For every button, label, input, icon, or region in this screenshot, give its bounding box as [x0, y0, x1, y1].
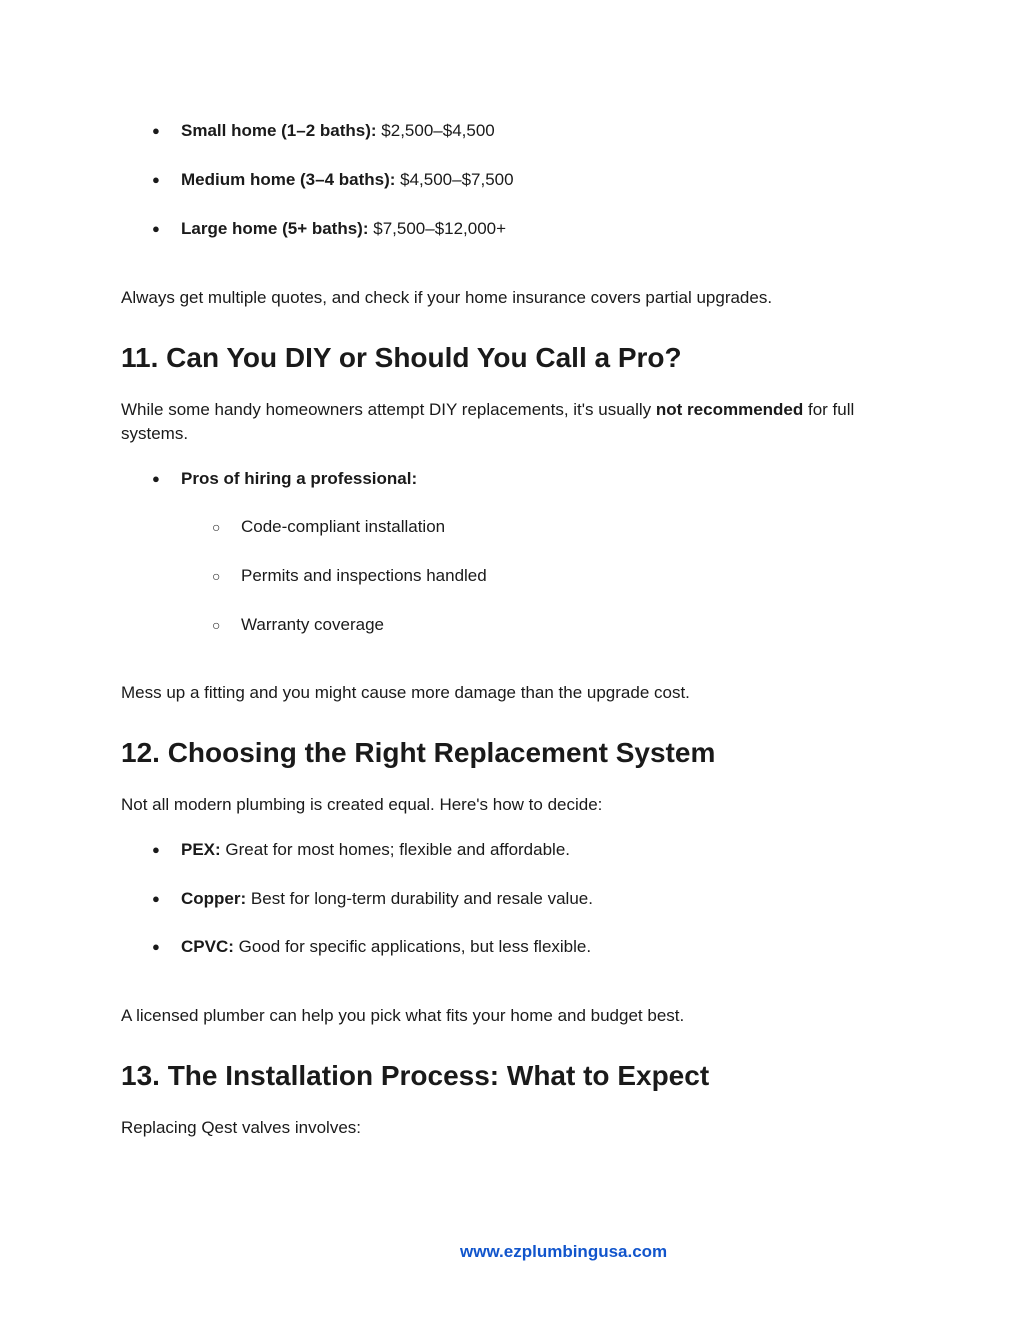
- list-item-large-home: [152, 217, 901, 241]
- section-12-closing: A licensed plumber can help you pick what fits your home and budget best.: [121, 1006, 685, 1025]
- bullet-icon: ●: [152, 471, 160, 486]
- list-item-value: $4,500–$7,500: [395, 170, 514, 189]
- bullet-icon: ●: [152, 123, 160, 138]
- list-item-value: $7,500–$12,000+: [368, 219, 507, 238]
- hollow-bullet-icon: ○: [212, 568, 221, 584]
- bullet-icon: ●: [152, 842, 160, 857]
- list-item-label: CPVC:: [181, 937, 234, 956]
- section-12-intro: Not all modern plumbing is created equal. Here's how to decide:: [121, 795, 603, 814]
- list-item-label: PEX:: [181, 840, 221, 859]
- sub-list-item-text: Permits and inspections handled: [241, 566, 487, 585]
- sub-list-item: [212, 564, 901, 588]
- list-item-label: Medium home (3–4 baths):: [181, 170, 396, 189]
- section-12-heading: 12. Choosing the Right Replacement System: [121, 737, 716, 768]
- intro-bold-text: not recommended: [655, 400, 804, 419]
- sub-list-item-text: Code-compliant installation: [241, 517, 446, 536]
- hollow-bullet-icon: ○: [212, 519, 221, 535]
- bullet-icon: ●: [152, 891, 160, 906]
- list-item-label: Pros of hiring a professional:: [181, 469, 418, 488]
- list-item-pex: [152, 838, 901, 862]
- section-11-heading: 11. Can You DIY or Should You Call a Pro?: [121, 342, 682, 373]
- list-item-label: Small home (1–2 baths):: [181, 121, 377, 140]
- list-item-medium-home: [152, 168, 901, 192]
- intro-text: While some handy homeowners attempt DIY replacements, it's usually: [121, 400, 656, 419]
- bullet-icon: ●: [152, 939, 160, 954]
- list-item-label: Large home (5+ baths):: [181, 219, 369, 238]
- section-13-intro: Replacing Qest valves involves:: [121, 1118, 362, 1137]
- footer-website-link[interactable]: www.ezplumbingusa.com: [460, 1242, 668, 1261]
- sub-list-item: [212, 613, 901, 637]
- list-item-pros: [152, 467, 901, 491]
- list-item-small-home: [152, 119, 901, 143]
- list-item-text: Great for most homes; flexible and affordable.: [220, 840, 571, 859]
- bullet-icon: ●: [152, 172, 160, 187]
- list-item-text: Best for long-term durability and resale value.: [246, 889, 593, 908]
- section-11-intro: [121, 398, 901, 446]
- sub-list-item: [212, 515, 901, 539]
- section-13-heading: 13. The Installation Process: What to Expect: [121, 1060, 710, 1091]
- hollow-bullet-icon: ○: [212, 617, 221, 633]
- quotes-note: Always get multiple quotes, and check if your home insurance covers partial upgrades.: [121, 288, 773, 307]
- bullet-icon: ●: [152, 221, 160, 236]
- sub-list-item-text: Warranty coverage: [241, 615, 384, 634]
- intro-text-end: for full systems.: [121, 400, 855, 443]
- list-item-value: $2,500–$4,500: [376, 121, 495, 140]
- list-item-cpvc: [152, 935, 901, 959]
- list-item-label: Copper:: [181, 889, 247, 908]
- list-item-copper: [152, 887, 901, 911]
- section-11-closing: Mess up a fitting and you might cause more damage than the upgrade cost.: [121, 683, 690, 702]
- list-item-text: Good for specific applications, but less flexible.: [233, 937, 592, 956]
